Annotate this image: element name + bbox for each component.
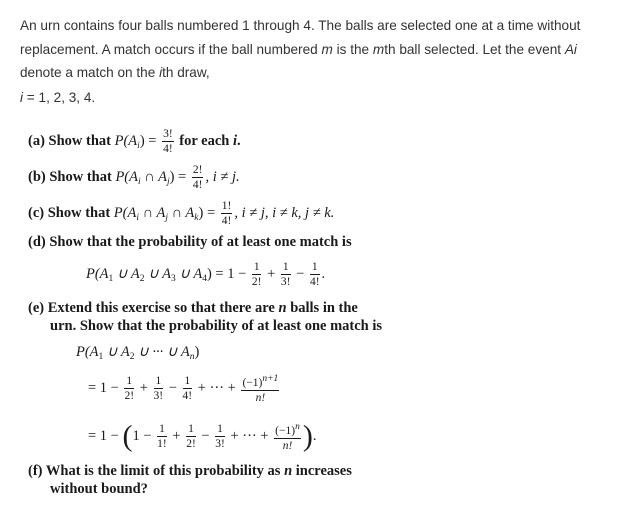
var-i: i xyxy=(159,65,163,80)
intro-text: th draw, xyxy=(162,65,210,80)
part-label: (f) xyxy=(28,463,43,479)
fraction: $\frac{1}{3!}$ xyxy=(280,261,291,288)
fraction: $\frac{1}{1!}$ xyxy=(157,423,167,450)
var-m: m xyxy=(321,41,333,57)
part-f: (f) What is the limit of this probability as n increases xyxy=(28,463,352,479)
fraction: $\frac{1}{3!}$ xyxy=(153,375,164,402)
var-i: i xyxy=(573,41,577,57)
index-range: i = 1, 2, 3, 4. xyxy=(20,90,96,105)
var-m: m xyxy=(372,41,385,57)
fraction: $\frac{(-1)^{n+1}}{n!}$ xyxy=(242,374,279,404)
fraction: $\frac{(-1)^n}{n!}$ xyxy=(275,422,300,452)
part-label: (c) xyxy=(28,204,45,221)
fraction: $\frac{2!}{4!}$ xyxy=(192,164,203,191)
part-d: (d) Show that the probability of at least one match is xyxy=(28,234,352,250)
part-a: (a) Show that $P(A_i)$ = $\frac{3!}{4!}$ for each i. xyxy=(28,128,241,155)
intro-text: th ball selected. Let the event xyxy=(384,41,565,57)
var-a: A xyxy=(564,41,574,57)
intro-text: An urn contains four balls numbered 1 through 4. The balls are selected one at a time without replacement. A match occurs if the ball numbered xyxy=(20,18,581,57)
part-e-lhs: $P(A_1$ ∪ $A_2$ ∪ ··· ∪ $A_n$) xyxy=(76,344,200,362)
part-f-line2: without bound? xyxy=(50,481,148,497)
part-d-equation: $P(A_1$ ∪ $A_2$ ∪ $A_3$ ∪ $A_4) = 1$ − $\frac{1}{2!}$ + $\frac{1}{3!}$ − $\frac{1}{4!}$ . xyxy=(86,261,326,288)
part-label: (a) xyxy=(28,132,45,149)
part-e-line2-eq: = 1 − (1 − $\frac{1}{1!}$ + $\frac{1}{2!}$ − $\frac{1}{3!}$ + ··· + $\frac{(-1)^n}{n!}$ ). xyxy=(88,419,317,453)
part-e: (e) Extend this exercise so that there are n balls in the xyxy=(28,300,358,316)
intro-paragraph xyxy=(20,14,620,85)
part-label: (d) xyxy=(28,234,46,250)
fraction: $\frac{1!}{4!}$ xyxy=(221,200,232,227)
fraction: $\frac{3!}{4!}$ xyxy=(163,128,173,155)
part-c: (c) Show that $P(A_i$ ∩ $A_j$ ∩ $A_k$) = $\frac{1!}{4!}$ , i ≠ j, i ≠ k, j ≠ k. xyxy=(28,200,335,227)
intro-text: denote a match on the xyxy=(20,65,160,80)
fraction: $\frac{1}{2!}$ xyxy=(124,375,135,402)
fraction: $\frac{1}{2!}$ xyxy=(186,423,196,450)
fraction: $\frac{1}{3!}$ xyxy=(215,423,225,450)
part-b: (b) Show that $P(A_i$ ∩ $A_j$) = $\frac{2!}{4!}$ , i ≠ j. xyxy=(28,164,240,191)
fraction: $\frac{1}{4!}$ xyxy=(309,261,320,288)
part-label: (e) xyxy=(28,300,45,316)
intro-text: is the xyxy=(332,41,373,57)
part-e-line1: = 1 − $\frac{1}{2!}$ + $\frac{1}{3!}$ − $\frac{1}{4!}$ + ··· + $\frac{(-1)^{n+1}}{n!}$ xyxy=(88,374,279,404)
part-e-line2: urn. Show that the probability of at least one match is xyxy=(50,318,383,334)
fraction: $\frac{1}{2!}$ xyxy=(251,261,262,288)
fraction: $\frac{1}{4!}$ xyxy=(182,375,193,402)
part-label: (b) xyxy=(28,168,46,185)
